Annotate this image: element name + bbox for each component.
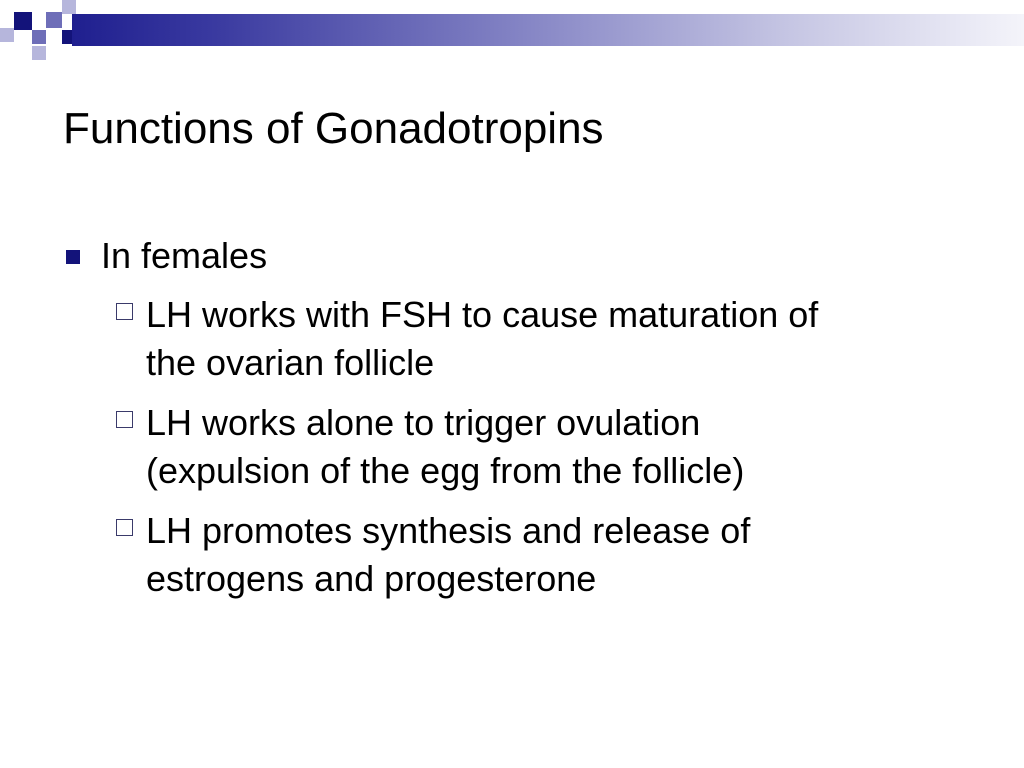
sub-bullet-text [146, 399, 946, 495]
decor-square-icon [32, 30, 46, 44]
decor-square-icon [62, 0, 76, 14]
sub-bullet-text [146, 507, 946, 603]
slide-title: Functions of Gonadotropins [63, 104, 604, 153]
filled-square-bullet-icon [66, 250, 80, 264]
header-gradient-bar [72, 14, 1024, 46]
bullet-text: In females [101, 235, 268, 276]
sub-bullet-line: LH works with FSH to cause maturation of [146, 294, 819, 335]
decor-square-icon [62, 30, 72, 44]
sub-bullet-line: the ovarian follicle [146, 342, 435, 383]
header-decoration [0, 0, 1024, 60]
sub-bullet-line: LH promotes synthesis and release of [146, 510, 751, 551]
sub-bullet-line: LH works alone to trigger ovulation [146, 402, 701, 443]
sub-bullet-line: (expulsion of the egg from the follicle) [146, 450, 745, 491]
decor-square-icon [32, 46, 46, 60]
hollow-square-bullet-icon [116, 519, 133, 536]
sub-bullet-text [146, 291, 946, 387]
decor-square-icon [14, 12, 32, 30]
sub-bullet-line: estrogens and progesterone [146, 558, 597, 599]
hollow-square-bullet-icon [116, 411, 133, 428]
decor-square-icon [0, 28, 14, 42]
hollow-square-bullet-icon [116, 303, 133, 320]
decor-square-icon [46, 12, 62, 28]
